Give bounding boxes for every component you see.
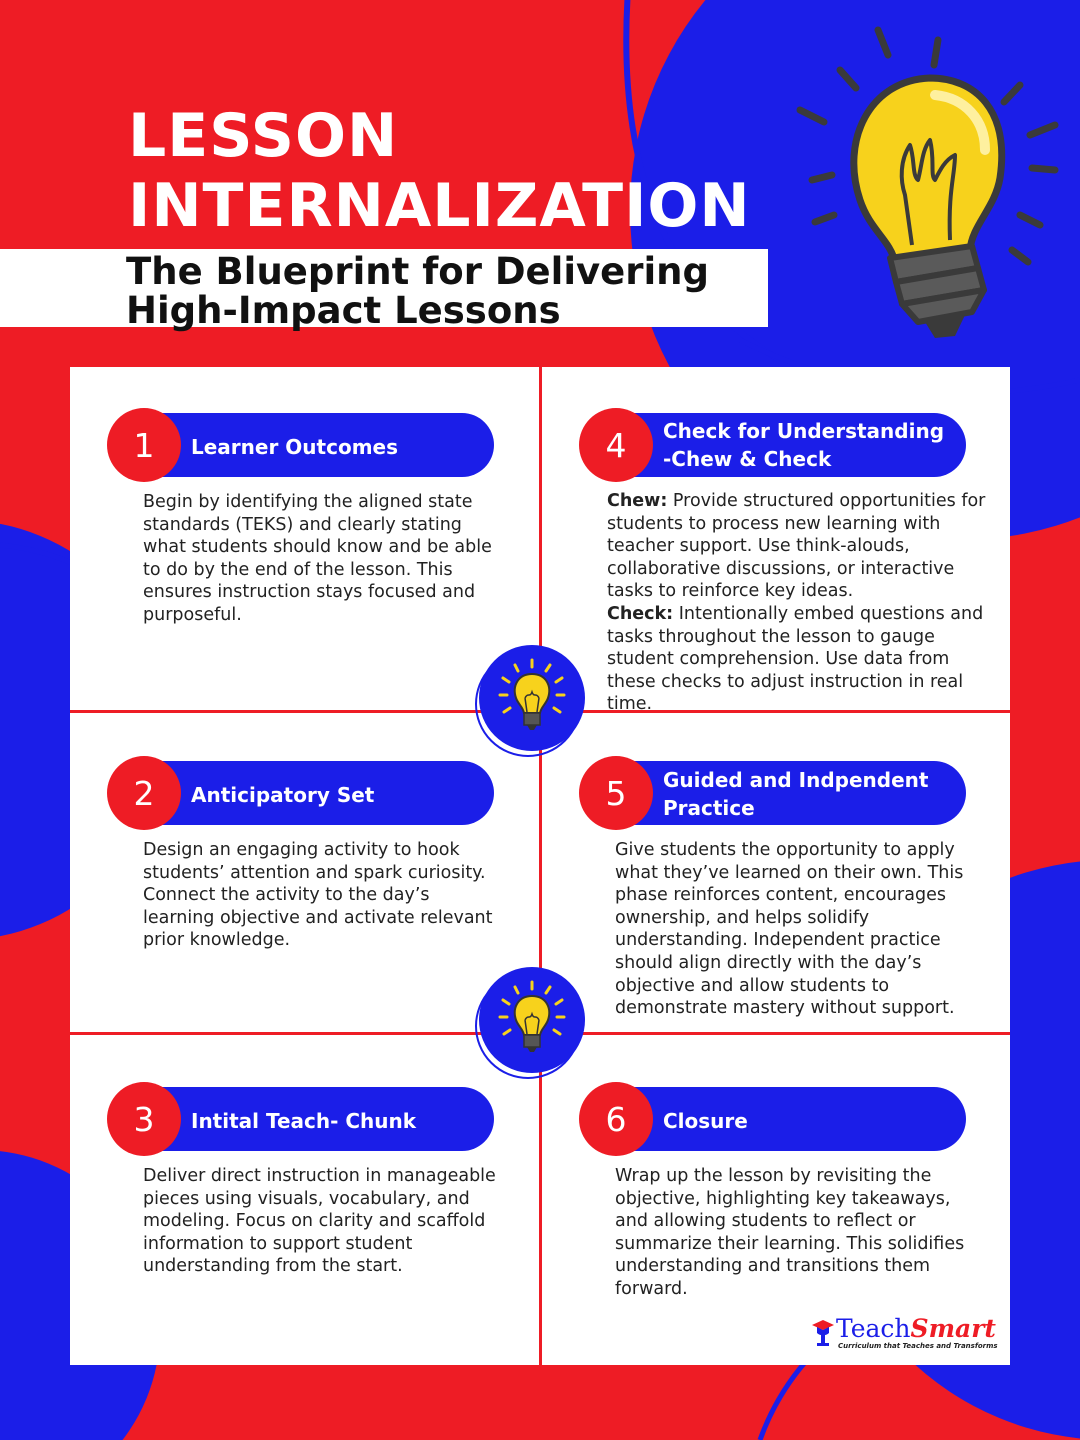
lightbulb-badge-icon — [470, 640, 590, 760]
subtitle-line-2: High-Impact Lessons — [126, 289, 561, 332]
graduation-cap-icon — [810, 1317, 836, 1347]
check-body: Intentionally embed questions and tasks throughout the lesson to gauge student comprehension. Use data from these checks to adjust instruction in real time. — [607, 603, 984, 715]
step-4-title-line-2: -Chew & Check — [663, 447, 832, 471]
chew-body: Provide structured opportunities for students to process new learning with teacher support. Use think-alouds, collaborative discussions, or interactive tasks to reinforce key ideas. — [607, 491, 986, 602]
chew-label: Chew: — [607, 491, 668, 511]
step-3-number-badge: 3 — [107, 1082, 181, 1156]
step-6-title: Closure — [663, 1109, 748, 1133]
step-2-title: Anticipatory Set — [191, 783, 375, 807]
step-4-body — [607, 490, 999, 716]
subtitle-line-1: The Blueprint for Delivering — [126, 250, 709, 293]
panel-divider-vertical — [539, 367, 542, 1365]
step-3-title: Intital Teach- Chunk — [191, 1109, 417, 1133]
logo-wordmark-part-1: Teach — [836, 1314, 911, 1343]
step-5-title-line-1: Guided and Indpendent — [663, 768, 929, 792]
check-label: Check: — [607, 603, 674, 624]
step-1-number-badge: 1 — [107, 408, 181, 482]
logo-wordmark — [836, 1315, 996, 1343]
step-1-title: Learner Outcomes — [191, 435, 399, 459]
step-1-body: Begin by identifying the aligned state standards (TEKS) and clearly stating what students should know and be able to do by the end of the lesson. This ensures instruction stays focused and purposeful. — [143, 492, 492, 625]
step-6-body: Wrap up the lesson by revisiting the objective, highlighting key takeaways, and allowing students to reflect or summarize their learning. This solidifies understanding and transitions them forward. — [615, 1166, 965, 1299]
step-5-number-badge: 5 — [579, 756, 653, 830]
teachsmart-logo — [810, 1314, 998, 1355]
step-6-number-badge: 6 — [579, 1082, 653, 1156]
step-4-number-badge: 4 — [579, 408, 653, 482]
page-title-line-1: LESSON — [128, 101, 399, 171]
logo-wordmark-part-2: Smart — [910, 1314, 996, 1343]
step-2-body: Design an engaging activity to hook students’ attention and spark curiosity. Connect the activity to the day’s learning objective and activate relevant prior knowledge. — [143, 840, 493, 951]
step-2-number-badge: 2 — [107, 756, 181, 830]
lightbulb-badge-icon — [470, 962, 590, 1082]
step-4-title-line-1: Check for Understanding — [663, 419, 945, 443]
page-title-line-2: INTERNALIZATION — [128, 171, 751, 241]
step-5-body: Give students the opportunity to apply what they’ve learned on their own. This phase reinforces content, encourages ownership, and helps solidify understanding. Independent practice should align directly with the day’s objective and allow students to demonstrate mastery without support. — [615, 840, 964, 1019]
step-5-title-line-2: Practice — [663, 796, 755, 820]
step-3-body: Deliver direct instruction in manageable pieces using visuals, vocabulary, and modeling. Focus on clarity and scaffold information to support student understanding from the start. — [143, 1166, 496, 1277]
logo-tagline: Curriculum that Teaches and Transforms — [838, 1342, 998, 1350]
